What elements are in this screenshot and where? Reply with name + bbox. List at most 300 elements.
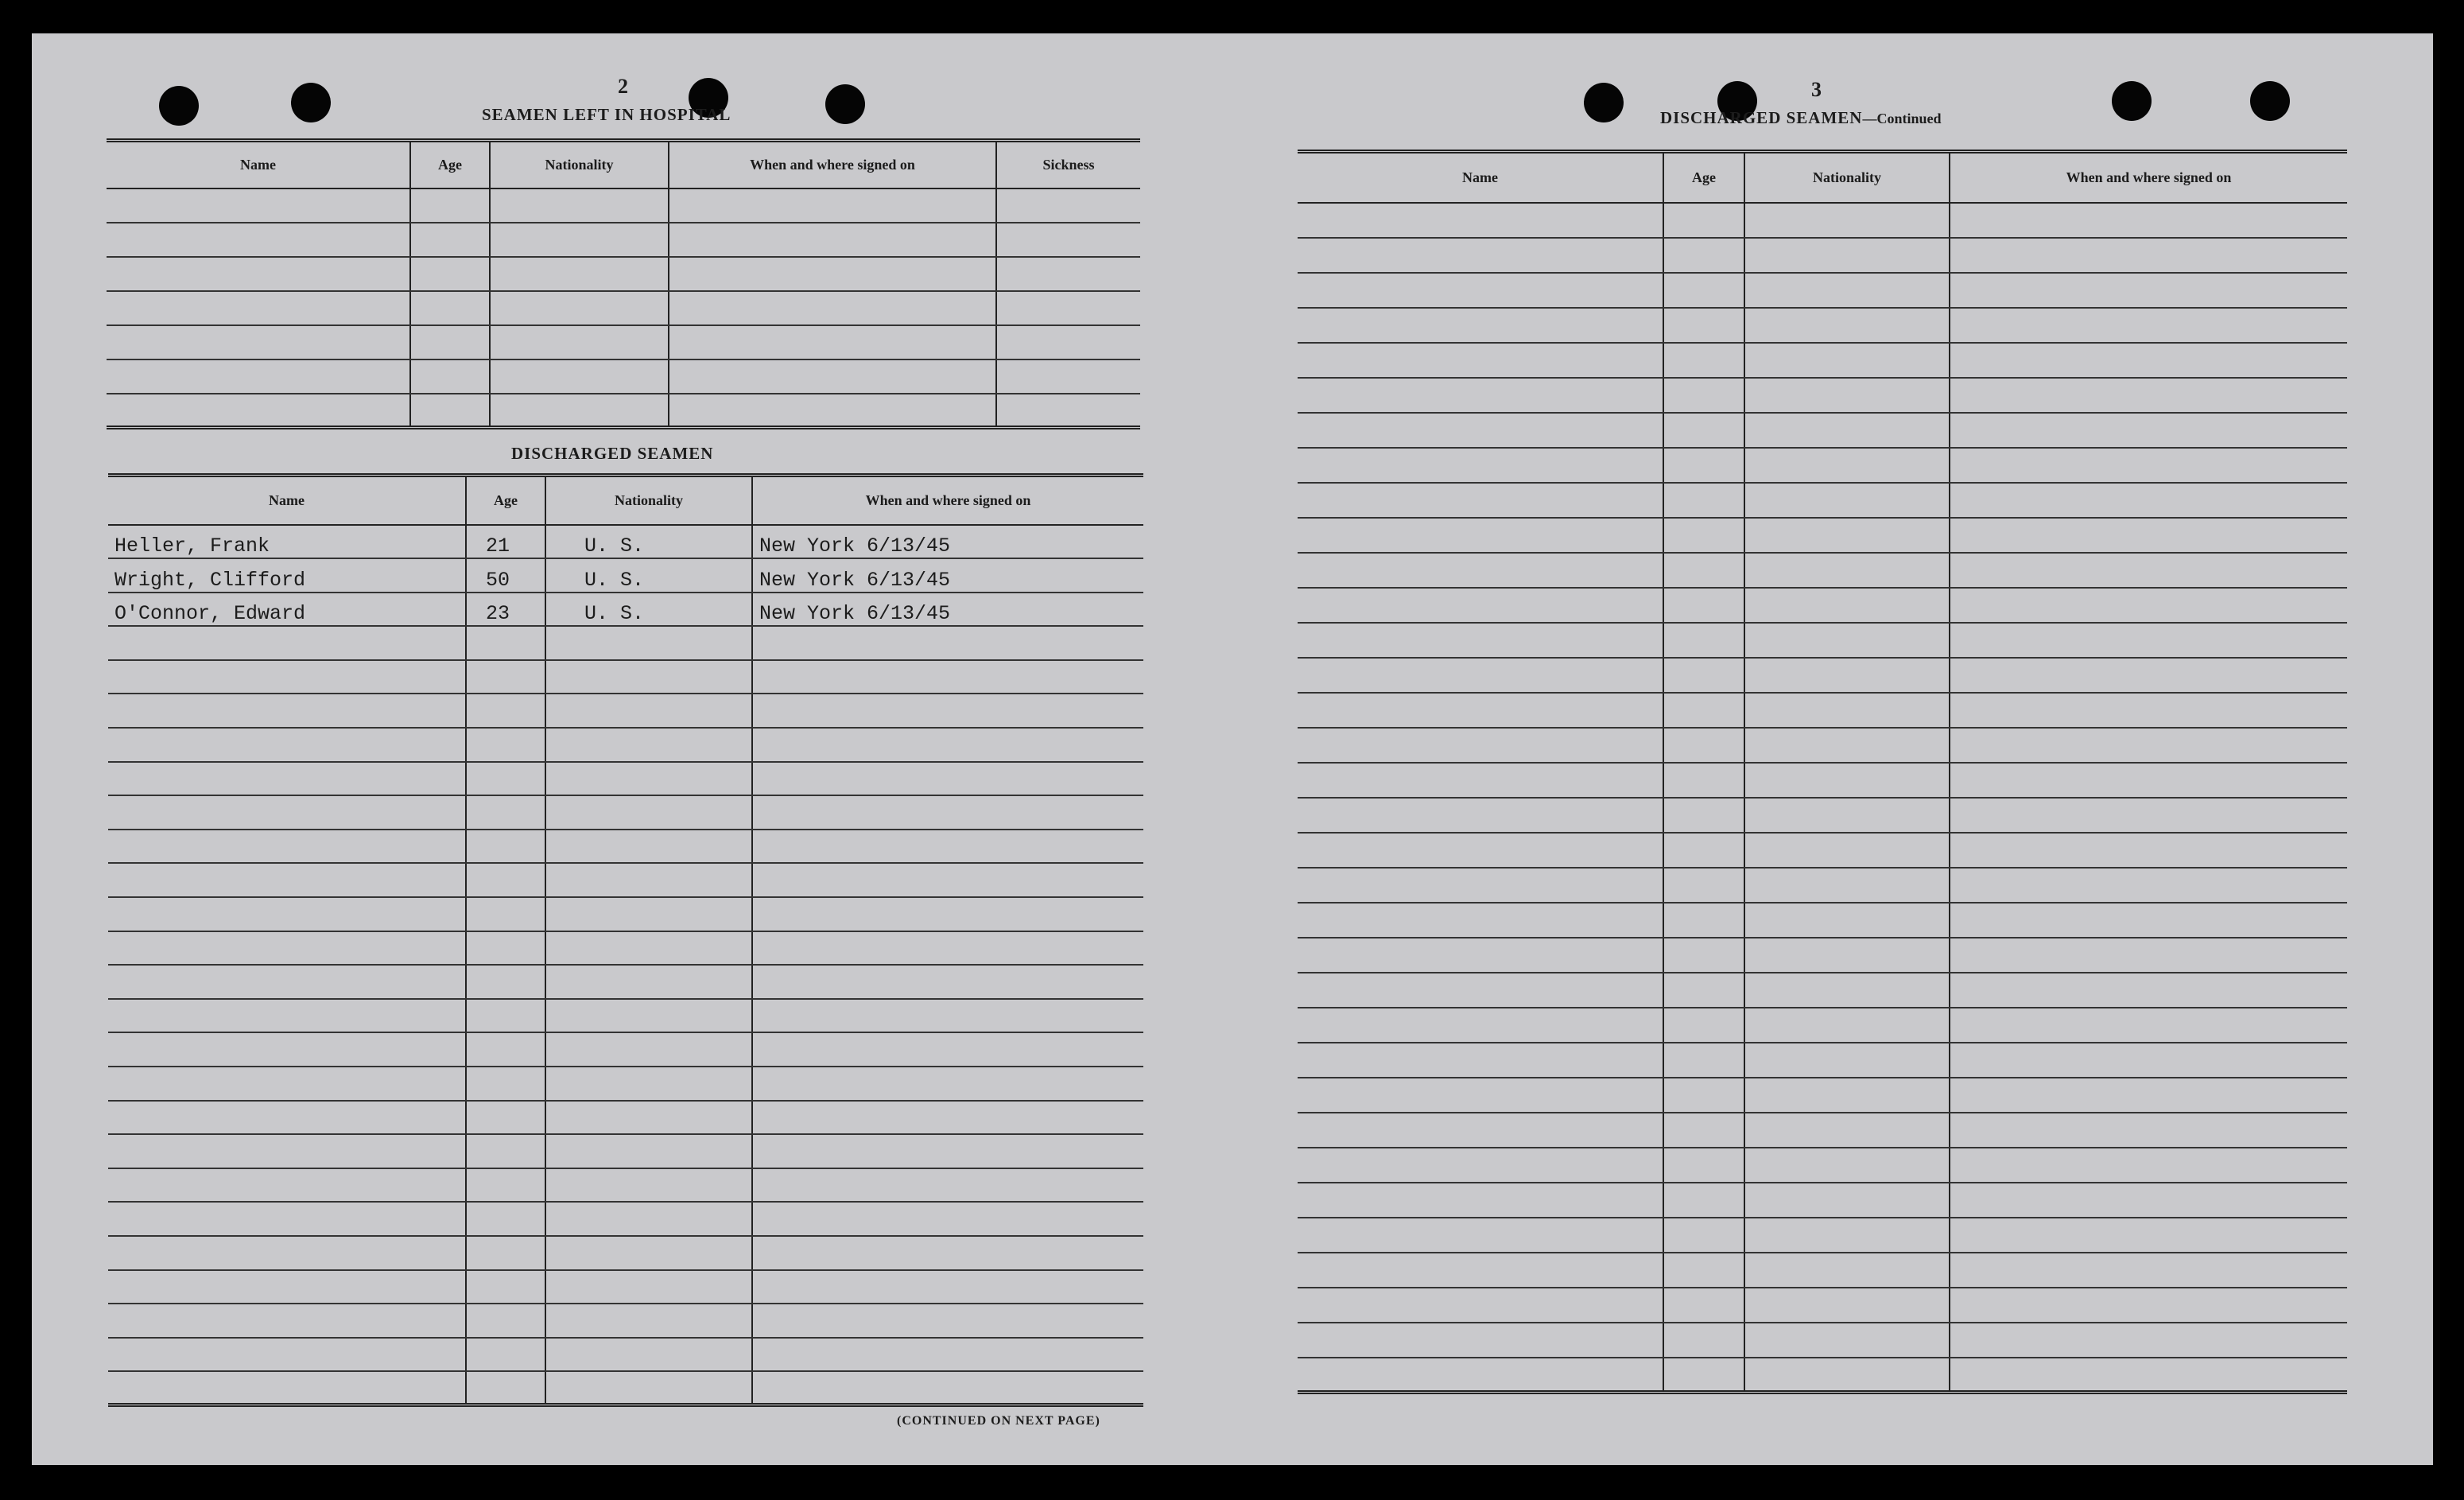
table-cell: [1744, 1113, 1950, 1148]
table-cell: [466, 863, 545, 897]
table-cell: [1744, 868, 1950, 903]
table-cell: [1663, 833, 1744, 868]
table-cell: Heller, Frank: [108, 525, 466, 559]
table-cell: [1950, 1358, 2347, 1393]
table-cell: [1744, 1323, 1950, 1358]
punch-hole: [2112, 81, 2152, 121]
table-row: [108, 897, 1143, 931]
table-cell: [410, 257, 490, 291]
table-cell: [108, 694, 466, 728]
table-cell: [1663, 343, 1744, 378]
table-cell: [107, 291, 410, 325]
table-cell: [545, 728, 752, 762]
table-cell: [108, 1304, 466, 1338]
table-row: [108, 660, 1143, 694]
table-cell: [108, 1134, 466, 1168]
table-cell: [466, 999, 545, 1033]
table-cell: [1744, 1043, 1950, 1078]
table-cell: [1298, 1113, 1663, 1148]
table-row: [1298, 308, 2347, 343]
column-header: When and where signed on: [669, 141, 996, 188]
table-cell: U. S.: [545, 525, 752, 559]
table-cell: [1663, 973, 1744, 1008]
table-cell: [1298, 658, 1663, 693]
table-cell: [1744, 448, 1950, 483]
table-cell: [1950, 273, 2347, 308]
table-cell: [669, 325, 996, 359]
table-cell: [410, 394, 490, 428]
table-cell: [1744, 623, 1950, 658]
table-cell: [669, 223, 996, 257]
table-row: [108, 694, 1143, 728]
table-cell: [1950, 868, 2347, 903]
table-row: [1298, 378, 2347, 413]
table-cell: [669, 257, 996, 291]
table-cell: [1950, 1008, 2347, 1043]
table-row: [1298, 1358, 2347, 1393]
table-cell: [466, 1304, 545, 1338]
table-row: [108, 1134, 1143, 1168]
table-row: [108, 525, 1143, 559]
table-cell: [1663, 658, 1744, 693]
table-row: [108, 593, 1143, 627]
table-cell: Wright, Clifford: [108, 558, 466, 593]
table-row: [107, 223, 1140, 257]
table-cell: [996, 188, 1140, 223]
column-header: Nationality: [545, 476, 752, 525]
table-cell: [466, 965, 545, 999]
table-cell: [1950, 1113, 2347, 1148]
table-cell: [1663, 553, 1744, 588]
table-cell: [490, 188, 669, 223]
table-cell: [1663, 1183, 1744, 1218]
table-cell: [108, 1338, 466, 1372]
table-cell: [1298, 728, 1663, 763]
table-cell: [1950, 1253, 2347, 1288]
table-cell: [1298, 448, 1663, 483]
table-cell: [1663, 1218, 1744, 1253]
table-cell: [752, 1067, 1143, 1101]
table-cell: [996, 257, 1140, 291]
table-cell: [410, 325, 490, 359]
table-row: [1298, 343, 2347, 378]
table-cell: U. S.: [545, 593, 752, 627]
table-cell: [466, 626, 545, 660]
table-cell: [1298, 1288, 1663, 1323]
table-cell: [1950, 553, 2347, 588]
table-cell: [1663, 518, 1744, 553]
column-header: Name: [108, 476, 466, 525]
table-cell: [1950, 728, 2347, 763]
table-row: [107, 325, 1140, 359]
table-row: [1298, 903, 2347, 938]
table-row: [107, 257, 1140, 291]
table-cell: [466, 1168, 545, 1203]
table-cell: [752, 1032, 1143, 1067]
table-row: [1298, 553, 2347, 588]
table-cell: [996, 394, 1140, 428]
table-cell: [1298, 1078, 1663, 1113]
table-cell: [752, 1338, 1143, 1372]
table-cell: [1663, 448, 1744, 483]
table-row: [1298, 1288, 2347, 1323]
table-cell: [1298, 1183, 1663, 1218]
table-row: [108, 863, 1143, 897]
discharged-section-title: DISCHARGED SEAMEN: [511, 444, 714, 463]
table-cell: [752, 1371, 1143, 1405]
table-cell: [1298, 518, 1663, 553]
table-cell: [1950, 588, 2347, 623]
table-cell: [410, 291, 490, 325]
table-cell: [1298, 1358, 1663, 1393]
table-cell: [108, 931, 466, 966]
table-cell: [1298, 693, 1663, 728]
table-cell: [490, 394, 669, 428]
table-row: [1298, 273, 2347, 308]
table-cell: [752, 1168, 1143, 1203]
table-cell: [466, 1032, 545, 1067]
table-cell: [108, 1371, 466, 1405]
table-cell: O'Connor, Edward: [108, 593, 466, 627]
table-cell: [1744, 763, 1950, 798]
right-page-number: 3: [1811, 78, 1822, 101]
table-row: [108, 1270, 1143, 1304]
table-row: [108, 762, 1143, 796]
table-cell: [1298, 1148, 1663, 1183]
table-cell: [1663, 273, 1744, 308]
table-cell: [1744, 518, 1950, 553]
table-cell: New York 6/13/45: [752, 593, 1143, 627]
table-cell: [466, 728, 545, 762]
table-cell: [1663, 623, 1744, 658]
table-cell: [1950, 378, 2347, 413]
table-cell: New York 6/13/45: [752, 525, 1143, 559]
table-cell: [1663, 1113, 1744, 1148]
column-header: Nationality: [490, 141, 669, 188]
table-cell: [1298, 1218, 1663, 1253]
table-cell: [108, 965, 466, 999]
table-cell: [1744, 1148, 1950, 1183]
table-cell: [1663, 1253, 1744, 1288]
table-cell: [466, 762, 545, 796]
table-cell: [545, 830, 752, 864]
table-cell: [490, 291, 669, 325]
table-cell: [1663, 1008, 1744, 1043]
table-cell: [1744, 1218, 1950, 1253]
table-cell: [107, 394, 410, 428]
table-cell: [752, 897, 1143, 931]
table-cell: [1298, 1043, 1663, 1078]
table-cell: [108, 660, 466, 694]
table-row: [108, 795, 1143, 830]
continued-footer: (CONTINUED ON NEXT PAGE): [897, 1414, 1100, 1428]
table-cell: [669, 188, 996, 223]
table-cell: [1744, 1288, 1950, 1323]
table-cell: [107, 257, 410, 291]
table-cell: [108, 795, 466, 830]
column-header: Sickness: [996, 141, 1140, 188]
table-cell: [1298, 903, 1663, 938]
table-row: [108, 1338, 1143, 1372]
punch-hole: [2250, 81, 2290, 121]
table-cell: [1298, 938, 1663, 973]
table-cell: [1950, 1183, 2347, 1218]
table-cell: [752, 1101, 1143, 1135]
column-header: Name: [1298, 152, 1663, 203]
table-cell: [1744, 1183, 1950, 1218]
table-cell: [1950, 973, 2347, 1008]
table-cell: [545, 1202, 752, 1236]
table-row: [108, 626, 1143, 660]
table-cell: [1298, 378, 1663, 413]
table-cell: [1744, 483, 1950, 518]
table-cell: [466, 1270, 545, 1304]
table-cell: [1298, 973, 1663, 1008]
table-cell: [1744, 658, 1950, 693]
table-cell: [108, 863, 466, 897]
table-row: [108, 1236, 1143, 1270]
continued-title-suffix: —Continued: [1862, 111, 1942, 126]
table-cell: [996, 325, 1140, 359]
table-row: [1298, 763, 2347, 798]
table-cell: [545, 999, 752, 1033]
table-cell: [108, 830, 466, 864]
table-cell: [466, 1236, 545, 1270]
table-cell: [545, 795, 752, 830]
table-cell: [996, 291, 1140, 325]
table-row: [108, 999, 1143, 1033]
table-cell: [752, 1134, 1143, 1168]
table-cell: [1663, 238, 1744, 273]
table-row: [1298, 833, 2347, 868]
hospital-section-title: SEAMEN LEFT IN HOSPITAL: [482, 105, 731, 124]
table-cell: [545, 1168, 752, 1203]
table-cell: [108, 1202, 466, 1236]
table-cell: [1298, 273, 1663, 308]
table-cell: [996, 223, 1140, 257]
table-row: [1298, 798, 2347, 833]
table-cell: [752, 999, 1143, 1033]
table-cell: [752, 660, 1143, 694]
table-cell: [1298, 413, 1663, 448]
table-cell: [1298, 588, 1663, 623]
table-row: [1298, 1323, 2347, 1358]
column-header: Nationality: [1744, 152, 1950, 203]
table-cell: [996, 359, 1140, 394]
table-row: [108, 1168, 1143, 1203]
table-cell: [108, 728, 466, 762]
table-cell: [1663, 693, 1744, 728]
table-cell: [1950, 833, 2347, 868]
table-cell: [107, 188, 410, 223]
table-cell: [1744, 903, 1950, 938]
continued-title-main: DISCHARGED SEAMEN: [1660, 108, 1863, 127]
table-row: [108, 558, 1143, 593]
table-cell: [1298, 1323, 1663, 1358]
table-cell: [466, 897, 545, 931]
table-cell: [545, 626, 752, 660]
table-cell: [410, 359, 490, 394]
table-cell: [545, 694, 752, 728]
table-cell: [107, 325, 410, 359]
table-row: [1298, 1078, 2347, 1113]
table-cell: [490, 359, 669, 394]
table-row: [1298, 868, 2347, 903]
table-cell: [108, 762, 466, 796]
scanned-document: [32, 33, 2433, 1465]
table-cell: [1744, 273, 1950, 308]
table-cell: [752, 931, 1143, 966]
table-row: [1298, 728, 2347, 763]
table-cell: [1744, 798, 1950, 833]
table-cell: [752, 694, 1143, 728]
table-cell: [1298, 1008, 1663, 1043]
table-cell: [545, 965, 752, 999]
table-row: [108, 1304, 1143, 1338]
table-row: [107, 394, 1140, 428]
table-cell: [108, 1236, 466, 1270]
table-row: [108, 830, 1143, 864]
table-cell: [1298, 308, 1663, 343]
table-cell: [545, 1067, 752, 1101]
table-cell: [1298, 203, 1663, 238]
table-cell: [1298, 833, 1663, 868]
table-row: [1298, 938, 2347, 973]
table-cell: [1298, 553, 1663, 588]
table-cell: [1950, 693, 2347, 728]
table-cell: [545, 660, 752, 694]
table-row: [108, 965, 1143, 999]
table-cell: 50: [466, 558, 545, 593]
table-cell: [1744, 728, 1950, 763]
table-cell: [1950, 413, 2347, 448]
table-cell: [1663, 903, 1744, 938]
column-header: Age: [1663, 152, 1744, 203]
table-cell: [1950, 308, 2347, 343]
table-cell: [1950, 763, 2347, 798]
table-cell: [1663, 588, 1744, 623]
table-cell: [752, 1304, 1143, 1338]
table-cell: [108, 1168, 466, 1203]
table-cell: [1744, 378, 1950, 413]
column-header: Name: [107, 141, 410, 188]
table-cell: [752, 795, 1143, 830]
table-cell: [1950, 1218, 2347, 1253]
table-cell: [1663, 413, 1744, 448]
column-header: When and where signed on: [1950, 152, 2347, 203]
table-row: [108, 1101, 1143, 1135]
column-header: Age: [466, 476, 545, 525]
table-cell: [108, 1101, 466, 1135]
table-cell: [1950, 903, 2347, 938]
table-cell: [1663, 1078, 1744, 1113]
table-cell: [1663, 868, 1744, 903]
table-cell: [1663, 203, 1744, 238]
table-cell: [545, 1304, 752, 1338]
table-cell: [1744, 1253, 1950, 1288]
table-cell: [1950, 658, 2347, 693]
table-cell: [752, 1236, 1143, 1270]
table-cell: [1663, 1323, 1744, 1358]
table-row: [1298, 483, 2347, 518]
table-cell: [1950, 623, 2347, 658]
table-cell: [466, 931, 545, 966]
table-cell: [1663, 798, 1744, 833]
table-cell: [545, 931, 752, 966]
table-cell: [545, 863, 752, 897]
column-header: When and where signed on: [752, 476, 1143, 525]
table-cell: [1950, 1148, 2347, 1183]
table-row: [1298, 238, 2347, 273]
table-cell: [108, 1067, 466, 1101]
table-row: [1298, 1253, 2347, 1288]
table-cell: [545, 1338, 752, 1372]
table-cell: [466, 660, 545, 694]
table-cell: [466, 830, 545, 864]
table-cell: [545, 1371, 752, 1405]
table-cell: U. S.: [545, 558, 752, 593]
table-cell: [669, 359, 996, 394]
table-row: [107, 188, 1140, 223]
table-cell: [669, 291, 996, 325]
table-cell: [1663, 1288, 1744, 1323]
table-cell: [752, 1270, 1143, 1304]
table-cell: [545, 1134, 752, 1168]
table-cell: [545, 1236, 752, 1270]
table-cell: [107, 223, 410, 257]
table-row: [1298, 1008, 2347, 1043]
table-row: [1298, 973, 2347, 1008]
table-row: [108, 1032, 1143, 1067]
table-cell: [1950, 1043, 2347, 1078]
table-row: [1298, 588, 2347, 623]
table-cell: [1744, 343, 1950, 378]
table-cell: [1298, 798, 1663, 833]
table-cell: New York 6/13/45: [752, 558, 1143, 593]
table-cell: [669, 394, 996, 428]
table-cell: [1950, 1288, 2347, 1323]
table-cell: [466, 1134, 545, 1168]
table-cell: [1950, 518, 2347, 553]
table-cell: [1950, 203, 2347, 238]
table-cell: [1950, 483, 2347, 518]
table-cell: [108, 1270, 466, 1304]
table-cell: [752, 1202, 1143, 1236]
table-cell: [1744, 413, 1950, 448]
table-cell: [1950, 1323, 2347, 1358]
table-cell: [466, 795, 545, 830]
table-cell: [1744, 938, 1950, 973]
table-cell: [1950, 448, 2347, 483]
table-cell: [466, 694, 545, 728]
table-cell: [1950, 238, 2347, 273]
table-cell: [1663, 938, 1744, 973]
table-cell: [1663, 378, 1744, 413]
table-row: [1298, 413, 2347, 448]
table-row: [1298, 693, 2347, 728]
table-cell: [1663, 1148, 1744, 1183]
table-cell: [1298, 483, 1663, 518]
table-row: [1298, 1183, 2347, 1218]
table-row: [108, 728, 1143, 762]
table-cell: [466, 1371, 545, 1405]
table-cell: [1298, 763, 1663, 798]
table-cell: [1950, 343, 2347, 378]
table-cell: [1950, 798, 2347, 833]
table-cell: [1744, 203, 1950, 238]
table-cell: [108, 1032, 466, 1067]
table-cell: [1298, 1253, 1663, 1288]
